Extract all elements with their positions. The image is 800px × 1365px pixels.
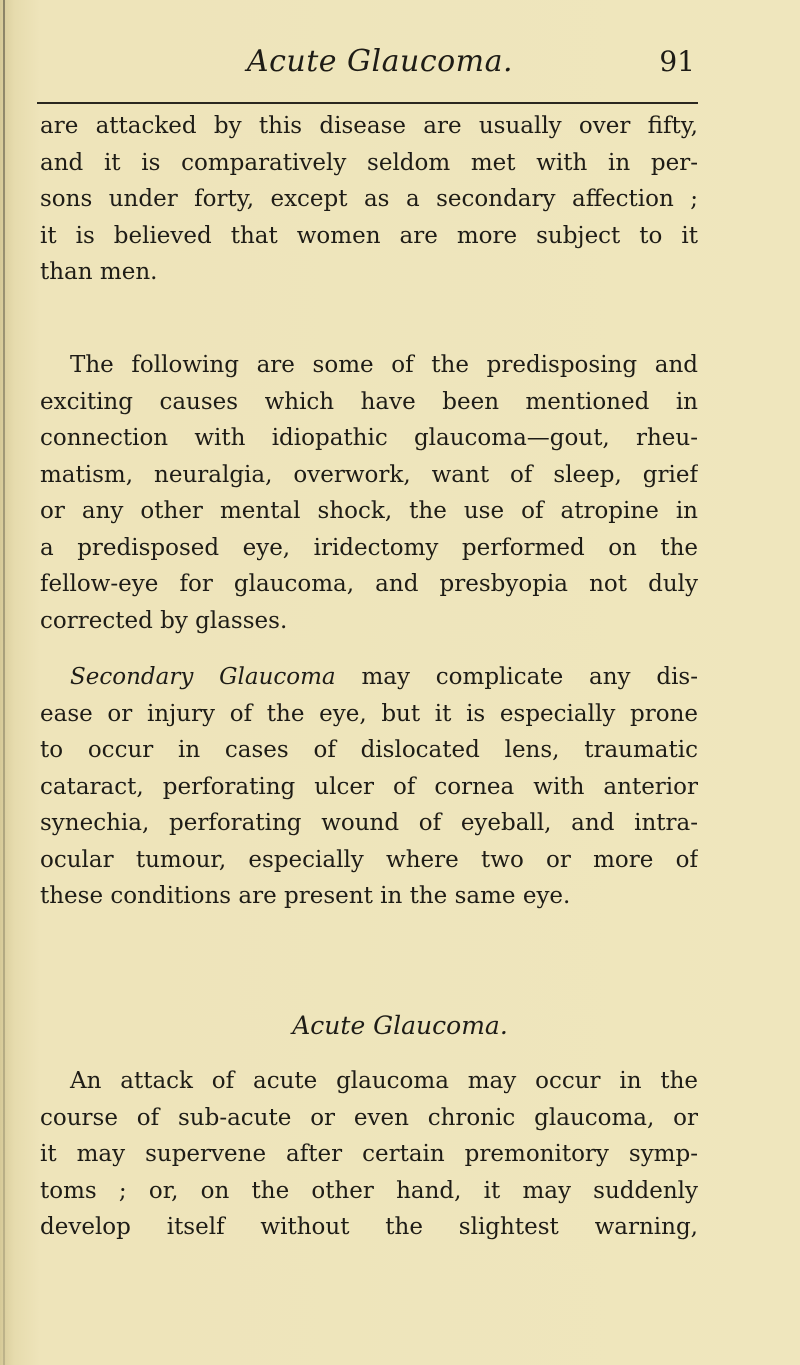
- text-line: exciting causes which have been mentioned in: [40, 388, 698, 415]
- text-line: ocular tumour, especially where two or more of: [40, 846, 698, 873]
- text-line: cataract, perforating ulcer of cornea with anterior: [40, 773, 698, 800]
- page-number: 91: [659, 45, 695, 78]
- text-line: a predisposed eye, iridectomy performed on the: [40, 534, 698, 561]
- text-line: course of sub-acute or even chronic glaucoma, or: [40, 1104, 698, 1131]
- text-line: toms ; or, on the other hand, it may suddenly: [40, 1177, 698, 1204]
- text-line: sons under forty, except as a secondary affection ;: [40, 186, 698, 212]
- text-line: these conditions are present in the same eye.: [40, 883, 571, 909]
- text-line: matism, neuralgia, overwork, want of sleep, grief: [40, 461, 698, 488]
- text-line: or any other mental shock, the use of atropine in: [40, 498, 698, 524]
- text-line: fellow-eye for glaucoma, and presbyopia not duly: [40, 571, 698, 597]
- text-fragment: may complicate any dis-: [335, 664, 698, 690]
- text-line: The following are some of the predisposing and: [70, 352, 698, 378]
- text-line: ease or injury of the eye, but it is especially prone: [40, 700, 698, 727]
- text-line: it is believed that women are more subject to it: [40, 222, 698, 249]
- italic-term: Secondary Glaucoma: [70, 664, 336, 690]
- running-head-title: Acute Glaucoma.: [246, 44, 514, 79]
- text-line: and it is comparatively seldom met with in per-: [40, 149, 698, 176]
- paragraph-acute-glaucoma: [40, 1063, 698, 1246]
- paragraph-continuation: [40, 108, 698, 291]
- page-gutter-edge: [3, 0, 5, 1365]
- text-line: are attacked by this disease are usually over fifty,: [40, 113, 698, 139]
- paragraph-secondary-glaucoma: [40, 659, 698, 915]
- text-line: An attack of acute glaucoma may occur in the: [70, 1068, 698, 1094]
- text-line: to occur in cases of dislocated lens, traumatic: [40, 737, 698, 763]
- paragraph-predisposing-causes: [40, 347, 698, 639]
- text-line: it may supervene after certain premonitory symp-: [40, 1141, 698, 1167]
- section-heading: Acute Glaucoma.: [292, 1011, 508, 1040]
- text-line: [40, 659, 698, 696]
- text-line: connection with idiopathic glaucoma—gout, rheu-: [40, 425, 698, 451]
- running-head: [0, 40, 800, 90]
- text-line: corrected by glasses.: [40, 607, 288, 634]
- text-line: develop itself without the slightest warning,: [40, 1214, 698, 1240]
- header-rule: [37, 102, 698, 104]
- text-line: than men.: [40, 259, 158, 285]
- text-line: synechia, perforating wound of eyeball, and intra-: [40, 810, 698, 836]
